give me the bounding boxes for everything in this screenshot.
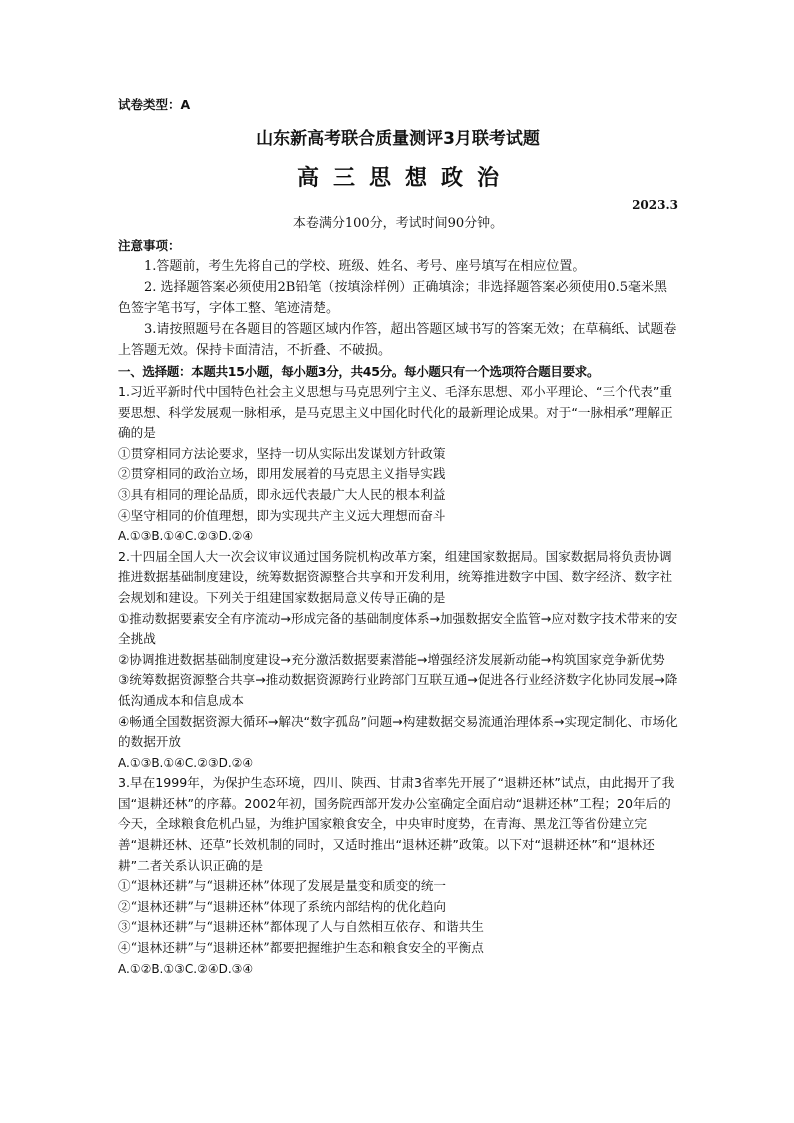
question-option: ①“退林还耕”与“退耕还林”体现了发展是量变和质变的统一 [118,878,447,894]
notice-item: 2. 选择题答案必须使用2B铅笔（按填涂样例）正确填涂；非选择题答案必须使用0.5毫米黑色签字笔书写，字体工整、笔迹清楚。 [118,280,668,316]
question-stem: 3.早在1999年，为保护生态环境，四川、陕西、甘肃3省率先开展了“退耕还林”试点，由此揭开了我国“退耕还林”的序幕。2002年初，国务院西部开发办公室确定全面启动“退耕还林”工程；20年后的今天，全球粮食危机凸显，为维护国家粮食安全，中央审时度势，在青海、黑龙江等省份建立完善“退耕还林、还草”长效机制的同时，又适时推出“退林还耕”政策。以下对“退耕还林”和“退林还耕”二者关系认识正确的是 [118,775,675,873]
notice-item: 1.答题前，考生先将自己的学校、班级、姓名、考号、座号填写在相应位置。 [144,259,586,274]
question-3 [118,773,678,979]
question-option: ①推动数据要素安全有序流动→形成完备的基础制度体系→加强数据安全监管→应对数字技术带来的安全挑战 [118,610,678,647]
notice-heading: 注意事项： [118,238,181,253]
question-option: ④坚守相同的价值理想，即为实现共产主义远大理想而奋斗 [118,507,446,523]
question-option: ②“退林还耕”与“退耕还林”体现了系统内部结构的优化趋向 [118,898,447,914]
section-heading: 一、选择题：本题共15小题，每小题3分，共45分。每小题只有一个选项符合题目要求。 [118,364,600,379]
question-1 [118,382,678,547]
paper-type-label: 试卷类型：A [118,97,191,112]
score-info: 本卷满分100分，考试时间90分钟。 [292,216,504,231]
exam-page [118,94,678,979]
question-option: ③统筹数据资源整合共享→推动数据资源跨行业跨部门互联互通→促进各行业经济数字化协同发展→降低沟通成本和信息成本 [118,672,678,708]
question-option: ④“退林还耕”与“退耕还林”都要把握维护生态和粮食安全的平衡点 [118,940,484,956]
question-option: ④畅通全国数据资源大循环→解决“数字孤岛”问题→构建数据交易流通治理体系→实现定制化、市场化的数据开放 [118,713,678,750]
exam-date: 2023.3 [632,198,678,212]
question-stem: 2.十四届全国人大一次会议审议通过国务院机构改革方案，组建国家数据局。国家数据局将负责协调推进数据基础制度建设，统筹数据资源整合共享和开发利用，统筹推进数字中国、数字经济、数字社会规划和建设。下列关于组建国家数据局意义传导正确的是 [118,548,673,605]
answer-choices: A.①③B.①④C.②③D.②④ [118,755,254,770]
question-option: ③具有相同的理论品质，即永远代表最广大人民的根本利益 [118,486,446,502]
answer-choices: A.①②B.①③C.②④D.③④ [118,961,254,976]
exam-title: 山东新高考联合质量测评3月联考试题 [256,129,540,149]
question-option: ①贯穿相同方法论要求，坚持一切从实际出发谋划方针政策 [118,445,446,461]
notice-item: 3.请按照题号在各题目的答题区域内作答，超出答题区域书写的答案无效；在草稿纸、试题卷上答题无效。保持卡面清洁，不折叠、不破损。 [118,322,677,358]
question-2 [118,547,678,774]
question-stem: 1.习近平新时代中国特色社会主义思想与马克思列宁主义、毛泽东思想、邓小平理论、“三个代表”重要思想、科学发展观一脉相承，是马克思主义中国化时代化的最新理论成果。对于“一脉相承”理解正确的是 [118,384,673,441]
question-option: ②协调推进数据基础制度建设→充分激活数据要素潜能→增强经济发展新动能→构筑国家竞争新优势 [118,651,665,667]
subject-title: 高三思想政治 [296,165,513,191]
question-option: ③“退林还耕”与“退耕还林”都体现了人与自然相互依存、和谐共生 [118,919,484,935]
answer-choices: A.①③B.①④C.②③D.②④ [118,529,254,544]
question-option: ②贯穿相同的政治立场，即用发展着的马克思主义指导实践 [118,466,446,482]
